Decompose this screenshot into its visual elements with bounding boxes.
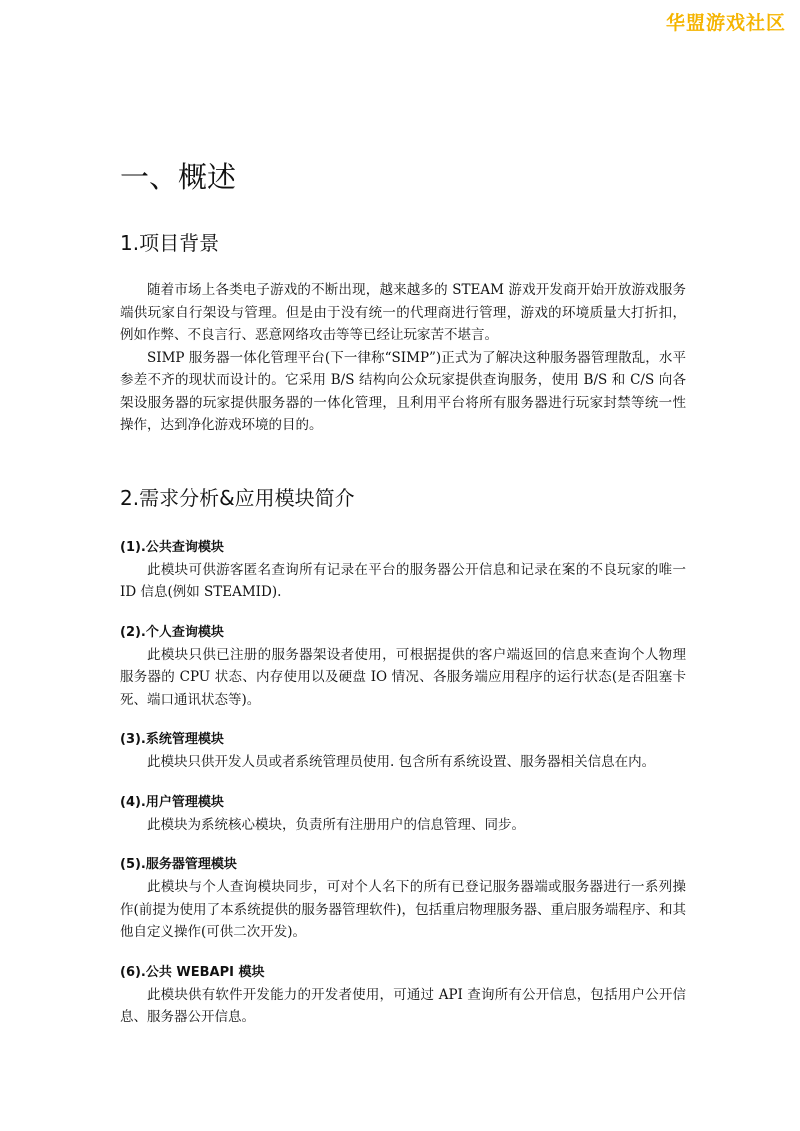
module-title: (6).公共 WEBAPI 模块 xyxy=(120,964,265,980)
module-title: (4).用户管理模块 xyxy=(120,794,224,810)
module-item xyxy=(120,622,686,712)
background-text xyxy=(120,279,686,437)
section-heading-background: 1.项目背景 xyxy=(120,231,220,255)
module-item xyxy=(120,729,686,774)
module-description: 此模块只供开发人员或者系统管理员使用. 包含所有系统设置、服务器相关信息在内。 xyxy=(147,754,656,770)
module-list xyxy=(120,537,686,1029)
module-description: 此模块只供已注册的服务器架设者使用，可根据提供的客户端返回的信息来查询个人物理服务器的 CPU 状态、内存使用以及硬盘 IO 情况、各服务端应用程序的运行状态(是否阻塞卡死、端口通讯状态等)。 xyxy=(120,646,686,708)
module-description: 此模块可供游客匿名查询所有记录在平台的服务器公开信息和记录在案的不良玩家的唯一 ID 信息(例如 STEAMID). xyxy=(120,561,686,600)
module-title: (1).公共查询模块 xyxy=(120,539,224,555)
module-description: 此模块为系统核心模块，负责所有注册用户的信息管理、同步。 xyxy=(147,816,525,833)
module-item xyxy=(120,962,686,1029)
module-description: 此模块与个人查询模块同步，可对个人名下的所有已登记服务器端或服务器进行一系列操作(前提为使用了本系统提供的服务器管理软件)，包括重启物理服务器、重启服务端程序、和其他自定义操作(可供二次开发)。 xyxy=(120,879,686,940)
module-title: (3).系统管理模块 xyxy=(120,732,224,747)
module-item xyxy=(120,537,686,604)
module-item xyxy=(120,854,686,944)
chapter-heading: 一、概述 xyxy=(120,160,237,194)
module-item xyxy=(120,792,686,837)
module-title: (5).服务器管理模块 xyxy=(120,857,237,872)
paragraph: SIMP 服务器一体化管理平台(下一律称“SIMP”)正式为了解决这种服务器管理散乱，水平参差不齐的现状而设计的。它采用 B/S 结构向公众玩家提供查询服务，使用 B/S 和 C/S 向各架设服务器的玩家提供服务器的一体化管理，且利用平台将所有服务器进行玩家封禁等统一性操作，达到净化游戏环境的目的。 xyxy=(120,349,686,433)
paragraph: 随着市场上各类电子游戏的不断出现，越来越多的 STEAM 游戏开发商开始开放游戏服务端供玩家自行架设与管理。但是由于没有统一的代理商进行管理，游戏的环境质量大打折扣，例如作弊、不良言行、恶意网络攻击等等已经让玩家苦不堪言。 xyxy=(120,282,686,343)
module-description: 此模块供有软件开发能力的开发者使用，可通过 API 查询所有公开信息，包括用户公开信息、服务器公开信息。 xyxy=(120,986,686,1025)
document-body xyxy=(120,152,686,1047)
watermark-logo: 华盟游戏社区 xyxy=(665,12,786,34)
module-title: (2).个人查询模块 xyxy=(120,624,224,640)
section-heading-modules: 2.需求分析&应用模块简介 xyxy=(120,485,355,510)
